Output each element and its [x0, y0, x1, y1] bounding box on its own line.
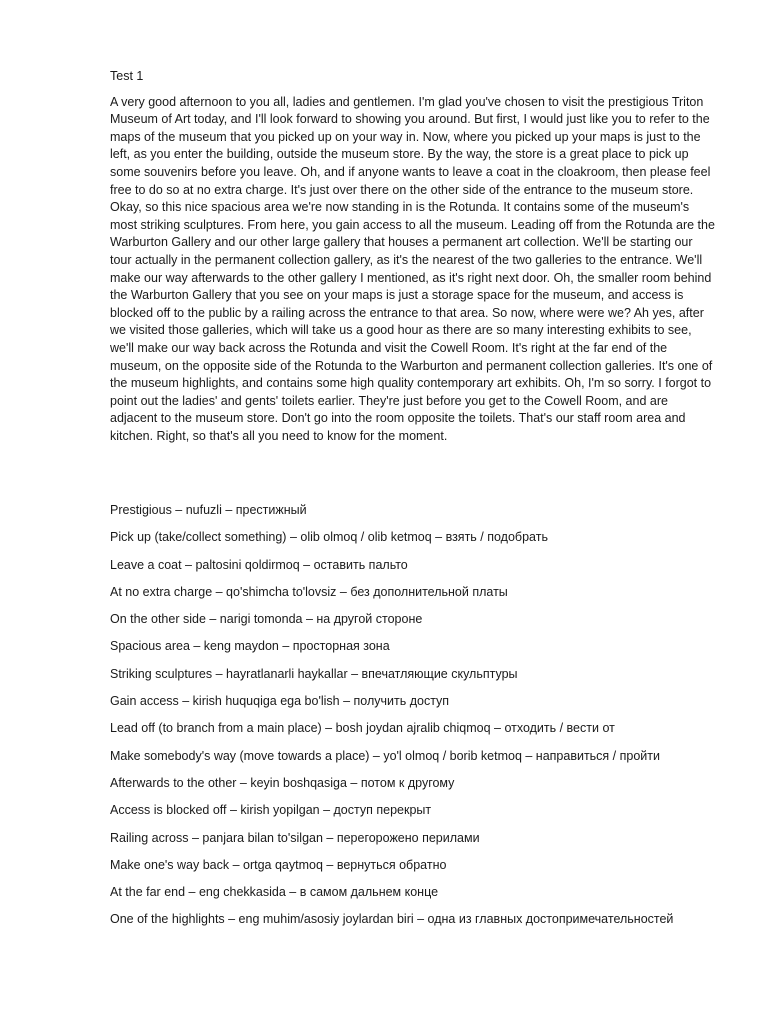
vocab-item: Gain access – kirish huquqiga ega bo'lish – получить доступ — [110, 694, 450, 709]
vocab-item: Railing across – panjara bilan to'silgan – перегорожено перилами — [110, 830, 480, 845]
vocab-item: Pick up (take/collect something) – olib olmoq / olib ketmoq – взять / подобрать — [110, 530, 548, 545]
vocab-item: Access is blocked off – kirish yopilgan – доступ перекрыт — [110, 803, 432, 818]
vocab-item: Lead off (to branch from a main place) – bosh joydan ajralib chiqmoq – отходить / вести от — [110, 721, 615, 736]
vocab-item: At the far end – eng chekkasida – в самом дальнем конце — [110, 885, 439, 900]
vocab-item: Make one's way back – ortga qaytmoq – вернуться обратно — [110, 857, 447, 872]
passage-text: A very good afternoon to you all, ladies and gentlemen. I'm glad you've chosen to visit the prestigious Triton Museum of Art today, and I'll look forward to showing you around. But first, I would just like you to refer to the maps of the museum that you picked up on your way in. Now, where you picked up your maps is just to the left, as you enter the building, outside the museum store. By the way, the store is a great place to pick up some souvenirs before you leave. Oh, and if anyone wants to leave a coat in the cloakroom, then please feel free to do so at no extra charge. It's just over there on the other side of the entrance to the museum store. Okay, so this nice spacious area we're now standing in is the Rotunda. It contains some of the museum's most striking sculptures. From here, you gain access to all the museum. Leading off from the Rotunda are the Warburton Gallery and our other large gallery that houses a permanent art collection. We'll be starting our tour actually in the permanent collection gallery, as it's the nearest of the two galleries to the entrance. We'll make our way afterwards to the other gallery I mentioned, as it's right next door. Oh, the smaller room behind the Warburton Gallery that you see on your maps is just a storage space for the museum, and access is blocked off to the public by a railing across the entrance to that area. So now, where were we? Ah yes, after we visited those galleries, which will take us a good hour as there are so many interesting exhibits to see, we'll make our way back across the Rotunda and visit the Cowell Room. It's right at the far end of the museum, on the opposite side of the Rotunda to the Warburton and permanent collection galleries. It's one of the museum highlights, and contains some high quality contemporary art exhibits. Oh, I'm so sorry. I forgot to point out the ladies' and gents' toilets earlier. They're just before you get to the Cowell Room, and are adjacent to the museum store. Don't go into the room opposite the toilets. That's our staff room area and kitchen. Right, so that's all you need to know for the moment. — [110, 94, 715, 443]
document-page — [110, 68, 715, 927]
vocab-item: Afterwards to the other – keyin boshqasiga – потом к другому — [110, 775, 455, 790]
vocab-item: Prestigious – nufuzli – престижный — [110, 503, 307, 517]
vocab-item: Spacious area – keng maydon – просторная зона — [110, 639, 390, 654]
vocab-item: Make somebody's way (move towards a place) – yo'l olmoq / borib ketmoq – направиться / пройти — [110, 748, 660, 763]
document-title: Test 1 — [110, 69, 144, 83]
vocabulary-list — [110, 502, 715, 939]
vocab-item: At no extra charge – qo'shimcha to'lovsiz – без дополнительной платы — [110, 584, 508, 599]
vocab-item: One of the highlights – eng muhim/asosiy joylardan biri – одна из главных достопримечательностей — [110, 912, 674, 927]
vocab-item: On the other side – narigi tomonda – на другой стороне — [110, 612, 423, 627]
vocab-item: Leave a coat – paltosini qoldirmoq – оставить пальто — [110, 557, 408, 572]
vocab-item: Striking sculptures – hayratlanarli haykallar – впечатляющие скульптуры — [110, 666, 518, 681]
